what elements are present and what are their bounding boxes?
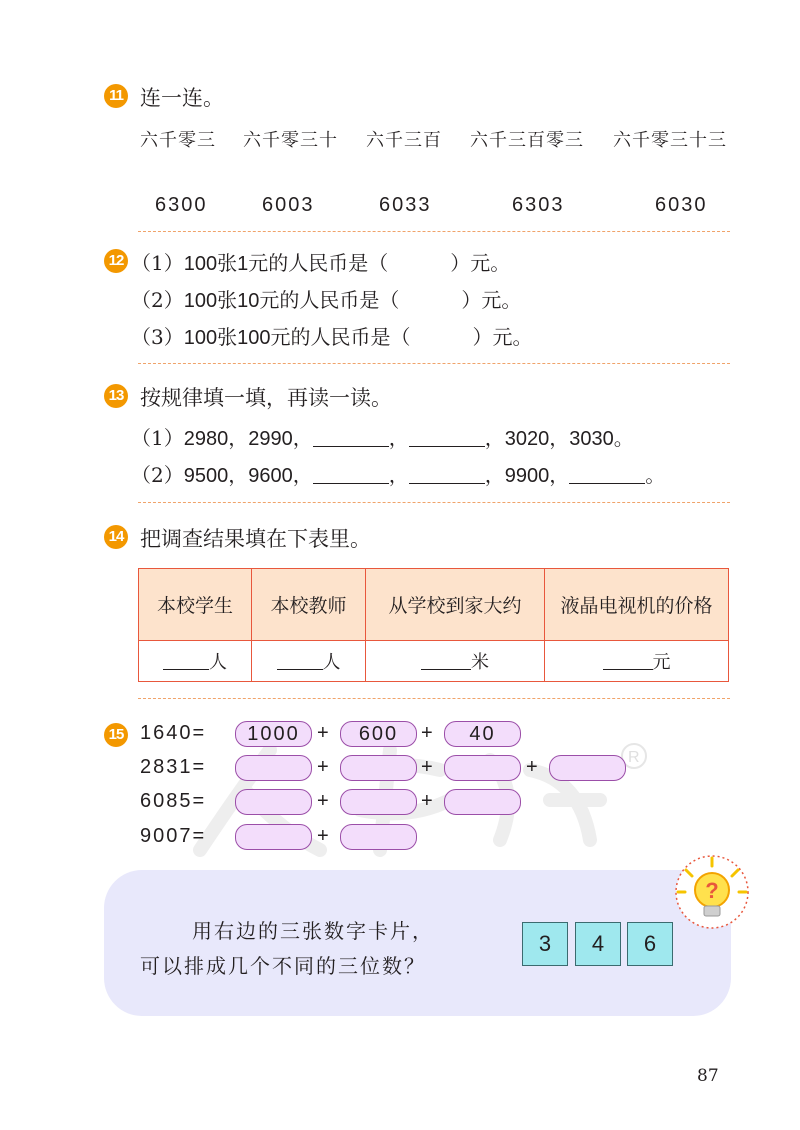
sequence-line [131, 422, 634, 451]
table-header-cell: 液晶电视机的价格 [545, 569, 729, 641]
equation-lhs: 1640= [140, 722, 207, 744]
answer-pill[interactable] [444, 789, 521, 815]
chinese-numeral-word[interactable]: 六千三百零三 [470, 130, 584, 151]
answer-pill[interactable] [235, 824, 312, 850]
item-index: （1） [131, 426, 184, 450]
plus-sign: + [317, 756, 329, 778]
arabic-number[interactable]: 6030 [655, 194, 708, 216]
section-divider [138, 363, 730, 364]
table-row [139, 641, 729, 682]
sentence-text: 元的人民币是（ [248, 251, 389, 275]
plus-sign: + [317, 825, 329, 847]
question-number-badge: 11 [104, 84, 128, 108]
sentence-text: ）元。 [461, 288, 522, 312]
sentence-text: 张 [217, 251, 238, 275]
item-index: （3） [131, 325, 184, 349]
digit-card[interactable]: 6 [627, 922, 673, 966]
question-title: 按规律填一填，再读一读。 [140, 386, 392, 410]
table-header-row [139, 569, 729, 641]
arabic-number[interactable]: 6300 [155, 194, 208, 216]
table-header-cell: 从学校到家大约 [366, 569, 545, 641]
answer-blank[interactable] [313, 428, 389, 447]
fill-in-sentence [131, 247, 510, 276]
arabic-number[interactable]: 6033 [379, 194, 432, 216]
amount: 100 [183, 290, 218, 312]
chinese-numeral-word[interactable]: 六千零三十三 [613, 130, 727, 151]
plus-sign: + [317, 790, 329, 812]
sequence-text: ， [388, 428, 409, 450]
denomination: 1 [237, 253, 249, 275]
answer-pill[interactable]: 40 [444, 721, 521, 747]
answer-pill[interactable] [444, 755, 521, 781]
arabic-number[interactable]: 6303 [512, 194, 565, 216]
question-number-badge: 15 [104, 723, 128, 747]
sequence-line [131, 459, 665, 488]
question-title: 把调查结果填在下表里。 [140, 527, 371, 551]
chinese-numeral-word[interactable]: 六千三百 [366, 130, 442, 151]
sentence-text: 元的人民币是（ [259, 288, 400, 312]
table-header-cell: 本校教师 [252, 569, 366, 641]
table-header-cell: 本校学生 [139, 569, 252, 641]
digit-card[interactable]: 4 [575, 922, 621, 966]
answer-pill[interactable] [235, 789, 312, 815]
answer-blank[interactable] [421, 651, 471, 670]
fill-in-sentence [131, 284, 521, 313]
table-answer-cell[interactable] [252, 641, 366, 682]
sequence-text: 2980，2990， [183, 428, 313, 450]
plus-sign: + [421, 756, 433, 778]
denomination: 100 [237, 327, 271, 349]
item-index: （1） [131, 251, 184, 275]
sequence-text: ，9900， [484, 465, 570, 487]
svg-text:?: ? [705, 878, 719, 903]
plus-sign: + [421, 790, 433, 812]
answer-pill[interactable] [340, 824, 417, 850]
item-index: （2） [131, 463, 184, 487]
answer-blank[interactable] [603, 651, 653, 670]
sentence-text: 张 [217, 325, 238, 349]
section-divider [138, 231, 730, 232]
plus-sign: + [317, 722, 329, 744]
section-divider [138, 502, 730, 503]
table-answer-cell[interactable] [545, 641, 729, 682]
question-bulb-icon [672, 852, 752, 932]
sentence-text: ）元。 [450, 251, 511, 275]
answer-blank[interactable] [409, 465, 485, 484]
chinese-numeral-word[interactable]: 六千零三 [140, 130, 216, 151]
answer-blank[interactable] [277, 651, 323, 670]
fill-in-sentence [131, 321, 532, 350]
answer-blank[interactable] [409, 428, 485, 447]
unit-label: 米 [471, 652, 489, 673]
answer-blank[interactable] [313, 465, 389, 484]
answer-pill[interactable] [235, 755, 312, 781]
sequence-text: ， [388, 465, 409, 487]
arabic-number[interactable]: 6003 [262, 194, 315, 216]
denomination: 10 [237, 290, 260, 312]
sentence-text: 张 [217, 288, 238, 312]
unit-label: 人 [209, 652, 227, 673]
table-answer-cell[interactable] [139, 641, 252, 682]
answer-blank[interactable] [163, 651, 209, 670]
plus-sign: + [526, 756, 538, 778]
svg-text:R: R [628, 749, 640, 766]
think-question-line: 用右边的三张数字卡片， [192, 919, 434, 943]
amount: 100 [183, 253, 218, 275]
unit-label: 人 [322, 652, 341, 673]
answer-pill[interactable] [549, 755, 626, 781]
answer-pill[interactable]: 600 [340, 721, 417, 747]
equation-lhs: 9007= [140, 825, 207, 847]
question-number-badge: 14 [104, 525, 128, 549]
equation-lhs: 6085= [140, 790, 207, 812]
question-title: 连一连。 [140, 86, 224, 110]
answer-blank[interactable] [569, 465, 645, 484]
sentence-text: 元的人民币是（ [270, 325, 411, 349]
plus-sign: + [421, 722, 433, 744]
sequence-text: ，3020，3030。 [484, 428, 634, 450]
chinese-numeral-word[interactable]: 六千零三十 [243, 130, 338, 151]
answer-pill[interactable] [340, 789, 417, 815]
amount: 100 [183, 327, 218, 349]
question-number-badge: 13 [104, 384, 128, 408]
answer-pill[interactable] [340, 755, 417, 781]
unit-label: 元 [652, 652, 671, 673]
sequence-text: 。 [645, 465, 666, 487]
think-question-line: 可以排成几个不同的三位数？ [140, 954, 426, 978]
section-divider [138, 698, 730, 699]
sentence-text: ）元。 [472, 325, 533, 349]
equation-lhs: 2831= [140, 756, 207, 778]
answer-pill[interactable]: 1000 [235, 721, 312, 747]
table-answer-cell[interactable] [366, 641, 545, 682]
page-number: 87 [697, 1066, 719, 1086]
survey-table [138, 568, 729, 682]
item-index: （2） [131, 288, 184, 312]
question-number-badge: 12 [104, 249, 128, 273]
sequence-text: 9500，9600， [183, 465, 313, 487]
digit-card[interactable]: 3 [522, 922, 568, 966]
